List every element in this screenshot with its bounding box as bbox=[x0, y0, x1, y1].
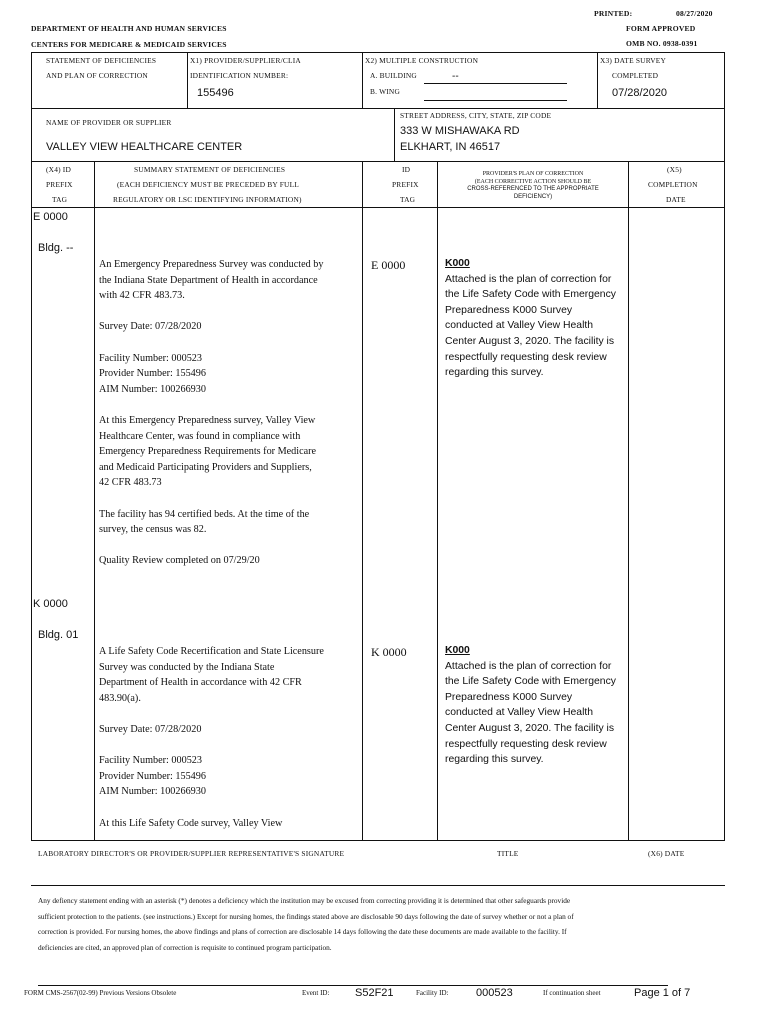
department-name: DEPARTMENT OF HEALTH AND HUMAN SERVICES bbox=[31, 24, 227, 33]
entry-1-plan-heading: K000 bbox=[445, 258, 470, 269]
entry-2-paragraph-4: At this Life Safety Code survey, Valley View bbox=[99, 817, 283, 829]
signature-label: LABORATORY DIRECTOR'S OR PROVIDER/SUPPLIER REPRESENTATIVE'S SIGNATURE bbox=[38, 849, 345, 858]
statement-label-2: AND PLAN OF CORRECTION bbox=[46, 71, 148, 80]
x3-label-1: X3) DATE SURVEY bbox=[600, 56, 667, 65]
survey-date-value: 07/28/2020 bbox=[612, 87, 668, 99]
entry-1-paragraph-1: An Emergency Preparedness Survey was conducted by the Indiana State Department of Health in accordance with 42 CFR 483.73. bbox=[99, 259, 324, 302]
form-id: FORM CMS-2567(02-99) Previous Versions Obsolete bbox=[24, 989, 177, 997]
poc-label-1: PROVIDER'S PLAN OF CORRECTION bbox=[482, 171, 584, 177]
entry-2-plan-heading: K000 bbox=[445, 645, 470, 656]
entry-1-paragraph-5: The facility has 94 certified beds. At the time of the survey, the census was 82. bbox=[99, 508, 310, 536]
printed-label: PRINTED: bbox=[594, 9, 633, 18]
printed-date: 08/27/2020 bbox=[676, 9, 713, 18]
omb-number: OMB NO. 0938-0391 bbox=[626, 39, 698, 48]
provider-name-label: NAME OF PROVIDER OR SUPPLIER bbox=[46, 118, 172, 127]
facility-id-value: 000523 bbox=[476, 987, 513, 999]
title-label: TITLE bbox=[497, 849, 519, 858]
entry-1-building: Bldg. -- bbox=[38, 242, 74, 254]
event-id-value: S52F21 bbox=[355, 987, 394, 999]
entry-1-plan bbox=[445, 256, 621, 381]
facility-id-label: Facility ID: bbox=[416, 989, 449, 997]
entry-1-paragraph-2: Survey Date: 07/28/2020 bbox=[99, 321, 202, 333]
id-label-2: PREFIX bbox=[392, 180, 419, 189]
entry-1-paragraph-4: At this Emergency Preparedness survey, Valley View Healthcare Center, was found in compliance with Emergency Preparedness Requirements for Medicare and Medicaid Participating Providers and Suppliers, 42 CFR 483.73 bbox=[99, 414, 317, 489]
wing-label: B. WING bbox=[370, 87, 401, 96]
entry-1-plan-text: Attached is the plan of correction for the Life Safety Code with Emergency Preparedness K000 Survey conducted at Valley View Health Center August 3, 2020. The facility is respectfully requesting desk review regarding this survey. bbox=[445, 273, 616, 379]
entry-2-paragraph-1: A Life Safety Code Recertification and State Licensure Survey was conducted by the Indiana State Department of Health in accordance with 42 CFR 483.90(a). bbox=[99, 646, 324, 704]
entry-2-summary bbox=[99, 644, 324, 831]
entry-1-paragraph-6: Quality Review completed on 07/29/20 bbox=[99, 555, 260, 567]
provider-id-value: 155496 bbox=[197, 87, 234, 99]
x1-label-1: X1) PROVIDER/SUPPLIER/CLIA bbox=[190, 56, 301, 65]
address-line-1: 333 W MISHAWAKA RD bbox=[400, 125, 520, 137]
poc-label-4: DEFICIENCY) bbox=[513, 193, 553, 200]
poc-label-2: (EACH CORRECTIVE ACTION SHOULD BE bbox=[474, 178, 592, 185]
disclaimer-text: Any defiency statement ending with an asterisk (*) denotes a deficiency which the institution may be excused from correcting providing it is determined that other safeguards provide sufficient protection to the patients. (see instructions.) Except for nursing homes, the findings stated above are disclosable 90 days following the date of survey whether or not a plan of correction is provided. For nursing homes, the above findings and plans of correction are disclosable 14 days following the date these documents are made available to the facility. If deficiencies are cited, an approved plan of correction is requisite to continued program participation. bbox=[38, 896, 574, 952]
summary-label-1: SUMMARY STATEMENT OF DEFICIENCIES bbox=[134, 165, 286, 174]
entry-2-tag: K 0000 bbox=[33, 598, 68, 610]
entry-1-paragraph-3: Facility Number: 000523 Provider Number: 155496 AIM Number: 100266930 bbox=[99, 352, 206, 395]
entry-1-summary bbox=[99, 257, 324, 569]
x5-label-3: DATE bbox=[666, 195, 686, 204]
x3-label-2: COMPLETED bbox=[612, 71, 659, 80]
id-label-1: ID bbox=[402, 165, 411, 174]
entry-2-paragraph-2: Survey Date: 07/28/2020 bbox=[99, 723, 202, 735]
x4-label-1: (X4) ID bbox=[46, 165, 72, 174]
provider-name-value: VALLEY VIEW HEALTHCARE CENTER bbox=[46, 141, 243, 153]
address-label: STREET ADDRESS, CITY, STATE, ZIP CODE bbox=[400, 111, 552, 120]
centers-name: CENTERS FOR MEDICARE & MEDICAID SERVICES bbox=[31, 40, 227, 49]
entry-2-id-tag: K 0000 bbox=[371, 645, 407, 659]
entry-2-paragraph-3: Facility Number: 000523 Provider Number: 155496 AIM Number: 100266930 bbox=[99, 755, 206, 798]
entry-1-tag: E 0000 bbox=[33, 211, 68, 223]
building-value: -- bbox=[452, 71, 459, 82]
statement-label-1: STATEMENT OF DEFICIENCIES bbox=[46, 56, 157, 65]
x5-label-1: (X5) bbox=[667, 165, 682, 174]
x1-label-2: IDENTIFICATION NUMBER: bbox=[190, 71, 289, 80]
x6-date-label: (X6) DATE bbox=[648, 849, 685, 858]
summary-label-2: (EACH DEFICIENCY MUST BE PRECEDED BY FULL bbox=[117, 180, 300, 189]
event-id-label: Event ID: bbox=[302, 989, 330, 997]
entry-1-id-tag: E 0000 bbox=[371, 258, 406, 272]
poc-label-3: CROSS-REFERENCED TO THE APPROPRIATE bbox=[467, 186, 599, 192]
x5-label-2: COMPLETION bbox=[648, 180, 698, 189]
form-approved: FORM APPROVED bbox=[626, 24, 696, 33]
x4-label-2: PREFIX bbox=[46, 180, 73, 189]
continuation-label: If continuation sheet bbox=[543, 989, 601, 997]
entry-2-plan bbox=[445, 643, 621, 768]
address-line-2: ELKHART, IN 46517 bbox=[400, 141, 501, 153]
summary-label-3: REGULATORY OR LSC IDENTIFYING INFORMATION) bbox=[113, 195, 302, 204]
x4-label-3: TAG bbox=[52, 195, 68, 204]
entry-2-plan-text: Attached is the plan of correction for the Life Safety Code with Emergency Preparedness K000 Survey conducted at Valley View Health Center August 3, 2020. The facility is respectfully requesting desk review regarding this survey. bbox=[445, 660, 616, 766]
page-number: Page 1 of 7 bbox=[634, 987, 691, 999]
x2-label: X2) MULTIPLE CONSTRUCTION bbox=[365, 56, 479, 65]
building-label: A. BUILDING bbox=[370, 71, 417, 80]
entry-2-building: Bldg. 01 bbox=[38, 629, 79, 641]
id-label-3: TAG bbox=[400, 195, 416, 204]
